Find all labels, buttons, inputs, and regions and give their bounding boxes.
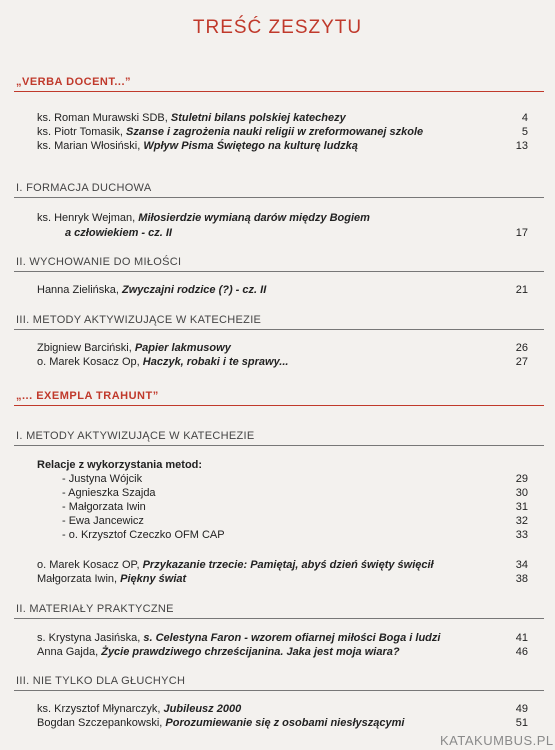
section-divider xyxy=(14,271,544,272)
toc-entry: ks. Henryk Wejman, Miłosierdzie wymianą darów między Bogiem xyxy=(37,212,370,224)
section-divider xyxy=(14,329,544,330)
page-number: 27 xyxy=(515,356,528,368)
page-number: 33 xyxy=(515,529,528,541)
section-heading-metody-2: I. METODY AKTYWIZUJĄCE W KATECHEZIE xyxy=(16,430,255,442)
page-number: 21 xyxy=(515,284,528,296)
section-heading-formacja: I. FORMACJA DUCHOWA xyxy=(16,182,152,194)
toc-entry: Anna Gajda, Życie prawdziwego chrześcijanina. Jaka jest moja wiara? xyxy=(37,646,400,658)
list-item: - Justyna Wójcik xyxy=(62,473,143,485)
section-heading-wychowanie: II. WYCHOWANIE DO MIŁOŚCI xyxy=(16,256,182,268)
section-divider xyxy=(14,618,544,619)
page-title: TREŚĆ ZESZYTU xyxy=(192,17,363,38)
toc-entry: ks. Marian Włosiński, Wpływ Pisma Świętego na kulturę ludzką xyxy=(37,140,358,152)
page-number: 51 xyxy=(515,717,528,729)
section-heading-gluchych: III. NIE TYLKO DLA GŁUCHYCH xyxy=(16,675,186,687)
section-heading-materialy: II. MATERIAŁY PRAKTYCZNE xyxy=(16,603,174,615)
section-divider xyxy=(14,405,544,406)
toc-entry: s. Krystyna Jasińska, s. Celestyna Faron - wzorem ofiarnej miłości Boga i ludzi xyxy=(37,632,441,644)
page-number: 38 xyxy=(515,573,528,585)
toc-entry: Bogdan Szczepankowski, Porozumiewanie się z osobami niesłyszącymi xyxy=(37,717,405,729)
list-item: - o. Krzysztof Czeczko OFM CAP xyxy=(62,529,225,541)
toc-entry-continuation: a człowiekiem - cz. II xyxy=(65,227,172,239)
section-divider xyxy=(14,91,544,92)
toc-entry: Zbigniew Barciński, Papier lakmusowy xyxy=(37,342,231,354)
page-number: 49 xyxy=(515,703,528,715)
section-heading-metody: III. METODY AKTYWIZUJĄCE W KATECHEZIE xyxy=(16,314,262,326)
list-item: - Małgorzata Iwin xyxy=(62,501,146,513)
subsection-heading: Relacje z wykorzystania metod: xyxy=(37,459,203,471)
page-number: 34 xyxy=(515,559,528,571)
toc-entry: o. Marek Kosacz Op, Haczyk, robaki i te sprawy... xyxy=(37,356,289,368)
section-divider xyxy=(14,445,544,446)
toc-entry: ks. Piotr Tomasik, Szanse i zagrożenia nauki religii w zreformowanej szkole xyxy=(37,126,424,138)
page-number: 41 xyxy=(515,632,528,644)
page-number: 26 xyxy=(515,342,528,354)
page-number: 4 xyxy=(521,112,528,124)
list-item: - Ewa Jancewicz xyxy=(62,515,144,527)
section-divider xyxy=(14,197,544,198)
toc-entry: ks. Krzysztof Młynarczyk, Jubileusz 2000 xyxy=(37,703,242,715)
page-number: 30 xyxy=(515,487,528,499)
page-number: 5 xyxy=(521,126,528,138)
section-divider xyxy=(14,690,544,691)
watermark: KATAKUMBUS.PL xyxy=(440,733,554,748)
page-number: 31 xyxy=(515,501,528,513)
toc-entry: Małgorzata Iwin, Piękny świat xyxy=(37,573,187,585)
page-number: 46 xyxy=(515,646,528,658)
toc-entry: Hanna Zielińska, Zwyczajni rodzice (?) - cz. II xyxy=(37,284,267,296)
section-heading-verba-docent: „VERBA DOCENT...” xyxy=(16,76,132,88)
page-number: 17 xyxy=(515,227,528,239)
page-number: 32 xyxy=(515,515,528,527)
page-number: 13 xyxy=(515,140,528,152)
list-item: - Agnieszka Szajda xyxy=(62,487,156,499)
toc-entry: o. Marek Kosacz OP, Przykazanie trzecie: Pamiętaj, abyś dzień święty święcił xyxy=(37,559,434,571)
toc-entry: ks. Roman Murawski SDB, Stuletni bilans polskiej katechezy xyxy=(37,112,346,124)
section-heading-exempla-trahunt: „... EXEMPLA TRAHUNT” xyxy=(16,390,159,402)
page-number: 29 xyxy=(515,473,528,485)
